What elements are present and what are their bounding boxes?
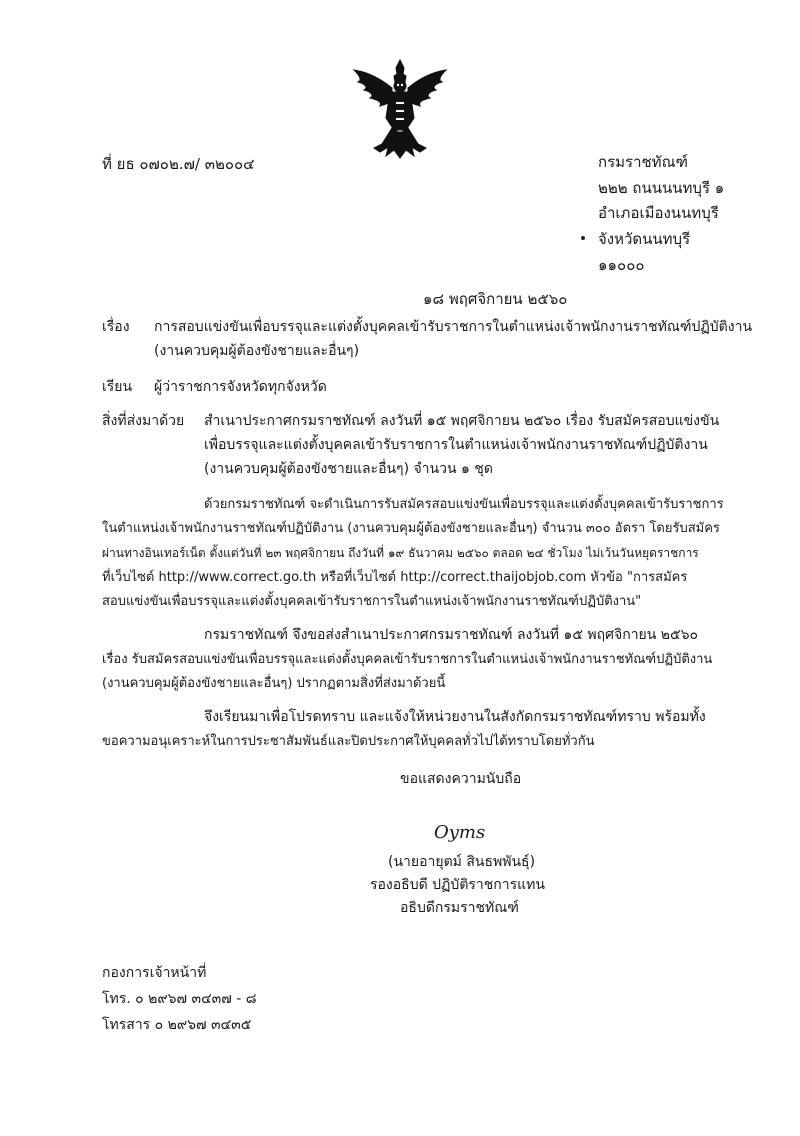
enclosure-label: สิ่งที่ส่งมาด้วย: [102, 413, 185, 429]
body-para1-line-1: ด้วยกรมราชทัณฑ์ จะดำเนินการรับสมัครสอบแข่งขันเพื่อบรรจุและแต่งตั้งบุคคลเข้ารับราชการ: [204, 497, 724, 512]
agency-name: กรมราชทัณฑ์: [598, 153, 688, 171]
body-para1-line-3: ผ่านทางอินเทอร์เน็ต ตั้งแต่วันที่ ๒๓ พฤศจิกายน ถึงวันที่ ๑๙ ธันวาคม ๒๕๖๐ ตลอด ๒๔ ชั่วโมง ไม่เว้นวันหยุดราชการ: [102, 546, 699, 560]
enclosure-line-2: เพื่อบรรจุและแต่งตั้งบุคคลเข้ารับราชการในตำแหน่งเจ้าพนักงานราชทัณฑ์ปฏิบัติงาน: [204, 437, 708, 453]
agency-district: อำเภอเมืองนนทบุรี: [598, 204, 719, 222]
footer-division: กองการเจ้าหน้าที่: [102, 965, 207, 981]
body-para2-line-1: กรมราชทัณฑ์ จึงขอส่งสำเนาประกาศกรมราชทัณฑ์ ลงวันที่ ๑๕ พฤศจิกายน ๒๕๖๐: [204, 627, 699, 643]
body-para1-line-5: สอบแข่งขันเพื่อบรรจุและแต่งตั้งบุคคลเข้ารับราชการในตำแหน่งเจ้าพนักงานราชทัณฑ์ปฏิบัติงาน": [102, 594, 642, 609]
agency-province: จังหวัดนนทบุรี: [598, 230, 691, 248]
stray-dot: [581, 236, 585, 240]
signer-position-1: รองอธิบดี ปฏิบัติราชการแทน: [370, 877, 545, 893]
signature: Oyms: [434, 822, 486, 843]
agency-address-line: ๒๒๒ ถนนนนทบุรี ๑: [598, 179, 725, 197]
body-para3-line-2: ขอความอนุเคราะห์ในการประชาสัมพันธ์และปิดประกาศให้บุคคลทั่วไปได้ทราบโดยทั่วกัน: [102, 734, 595, 749]
agency-postcode: ๑๑๐๐๐: [598, 256, 645, 274]
subject-label: เรื่อง: [102, 319, 130, 335]
enclosure-line-1: สำเนาประกาศกรมราชทัณฑ์ ลงวันที่ ๑๕ พฤศจิกายน ๒๕๖๐ เรื่อง รับสมัครสอบแข่งขัน: [204, 413, 720, 429]
recipient-text: ผู้ว่าราชการจังหวัดทุกจังหวัด: [154, 379, 327, 395]
body-para2-line-3: (งานควบคุมผู้ต้องขังชายและอื่นๆ) ปรากฏตามสิ่งที่ส่งมาด้วยนี้: [102, 676, 446, 691]
recipient-label: เรียน: [102, 379, 133, 395]
body-para1-line-4: ที่เว็บไซต์ http://www.correct.go.th หรือที่เว็บไซต์ http://correct.thaijobjob.com หัวข้อ "การสมัคร: [102, 570, 688, 585]
closing-salutation: ขอแสดงความนับถือ: [400, 771, 522, 787]
signer-position-2: อธิบดีกรมราชทัณฑ์: [400, 900, 519, 916]
letter-date: ๑๘ พฤศจิกายน ๒๕๖๐: [423, 290, 568, 308]
reference-number: ที่ ยธ ๐๗๐๒.๗/ ๓๒๐๐๔: [102, 155, 255, 173]
body-para3-line-1: จึงเรียนมาเพื่อโปรดทราบ และแจ้งให้หน่วยงานในสังกัดกรมราชทัณฑ์ทราบ พร้อมทั้ง: [204, 709, 706, 725]
body-para1-line-2: ในตำแหน่งเจ้าพนักงานราชทัณฑ์ปฏิบัติงาน (งานควบคุมผู้ต้องขังชายและอื่นๆ) จำนวน ๓๐๐ อัตรา โดยรับสมัคร: [102, 521, 720, 536]
footer-tel: โทร. ๐ ๒๙๖๗ ๓๔๓๗ - ๘: [102, 991, 257, 1007]
garuda-emblem: [340, 58, 460, 160]
signer-name: (นายอายุตม์ สินธพพันธุ์): [388, 854, 536, 870]
body-para2-line-2: เรื่อง รับสมัครสอบแข่งขันเพื่อบรรจุและแต่งตั้งบุคคลเข้ารับราชการในตำแหน่งเจ้าพนักงานราชทัณฑ์ปฏิบัติงาน: [102, 652, 713, 667]
footer-fax: โทรสาร ๐ ๒๙๖๗ ๓๔๓๕: [102, 1017, 252, 1033]
subject-line-2: (งานควบคุมผู้ต้องขังชายและอื่นๆ): [154, 343, 360, 359]
subject-line-1: การสอบแข่งขันเพื่อบรรจุและแต่งตั้งบุคคลเข้ารับราชการในตำแหน่งเจ้าพนักงานราชทัณฑ์ปฏิบัติงาน: [154, 319, 753, 335]
enclosure-line-3: (งานควบคุมผู้ต้องขังชายและอื่นๆ) จำนวน ๑ ชุด: [204, 461, 493, 477]
